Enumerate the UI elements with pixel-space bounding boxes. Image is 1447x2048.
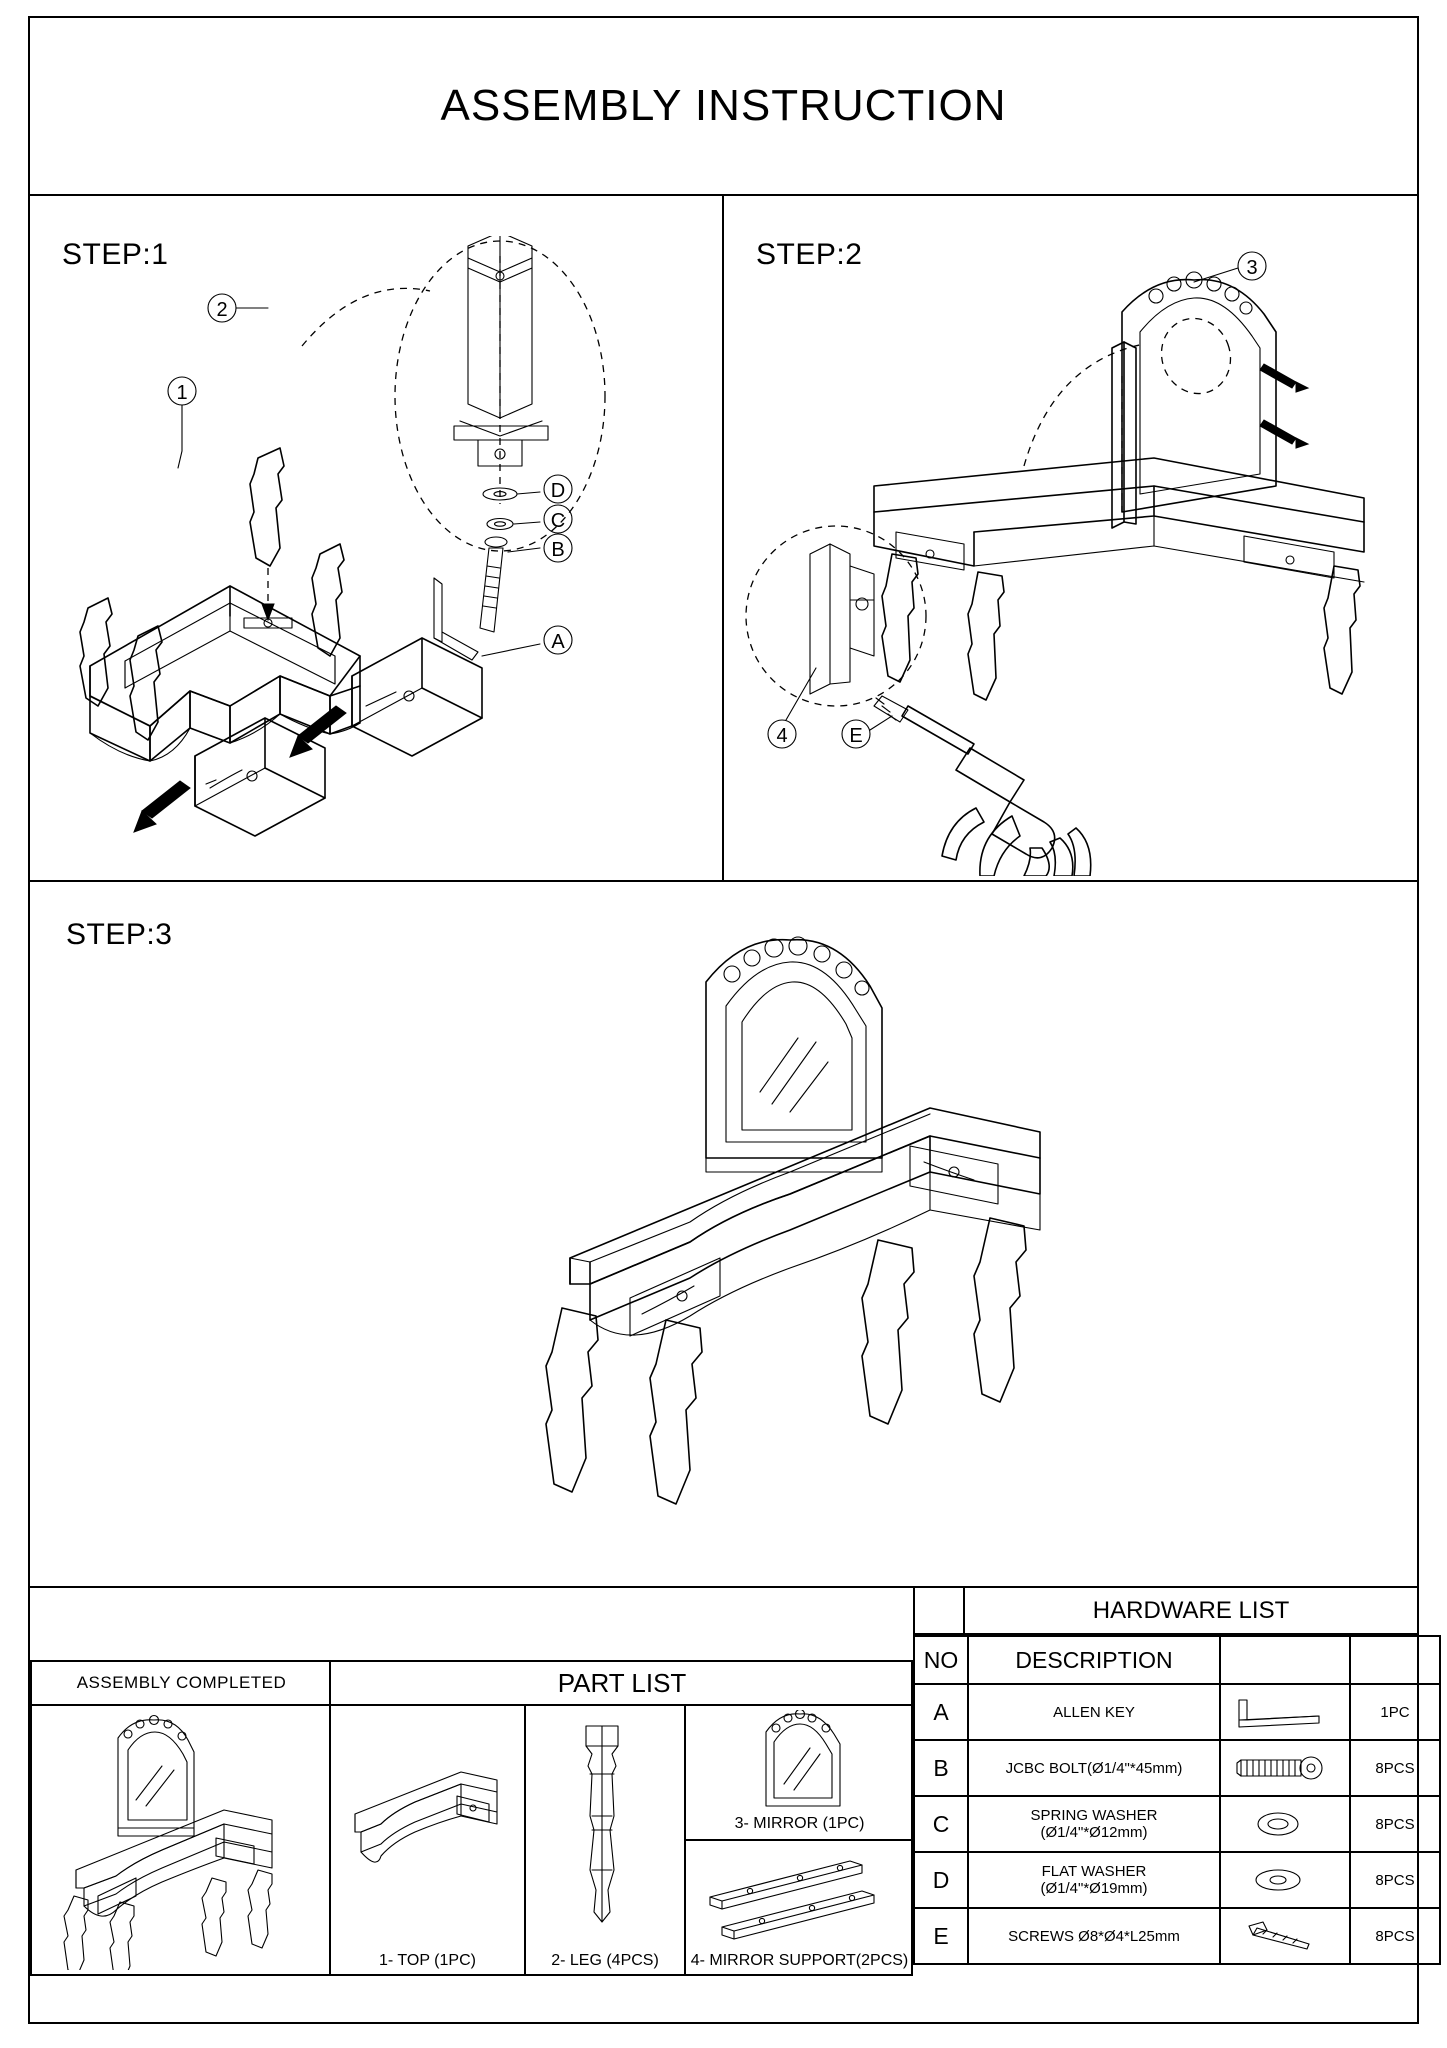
step-1-illustration — [30, 236, 724, 876]
hardware-desc-e: SCREWS Ø8*Ø4*L25mm — [968, 1908, 1220, 1964]
mirror-support-icon — [700, 1853, 900, 1945]
table-row — [914, 1908, 1440, 1964]
table-row — [914, 1740, 1440, 1796]
step-3-illustration — [30, 922, 1417, 1582]
svg-text:B: B — [551, 539, 565, 561]
part-list-item-top — [331, 1706, 526, 1976]
svg-text:4: 4 — [776, 725, 788, 747]
step-2-label: STEP:2 — [756, 238, 863, 271]
svg-text:E: E — [849, 725, 863, 747]
hardware-icon-cell-e — [1220, 1908, 1350, 1964]
part-list-title: PART LIST — [331, 1662, 913, 1706]
part-list-caption-top: 1- TOP (1PC) — [379, 1952, 476, 1969]
step-3-label: STEP:3 — [66, 918, 173, 951]
hardware-desc-d — [968, 1852, 1220, 1908]
part-list-item-leg — [526, 1706, 686, 1976]
svg-text:2: 2 — [216, 299, 228, 321]
hardware-no-b: B — [914, 1740, 968, 1796]
flat-washer-icon — [1223, 1862, 1333, 1898]
leg-icon — [566, 1720, 646, 1930]
assembly-completed-block — [30, 1660, 331, 1976]
hardware-no-a: A — [914, 1684, 968, 1740]
bottom-tables — [30, 1588, 1417, 2024]
hardware-qty-a: 1PC — [1350, 1684, 1440, 1740]
hardware-list-title: HARDWARE LIST — [1092, 1596, 1290, 1624]
allen-key-icon — [1223, 1692, 1333, 1732]
hardware-list-table — [913, 1635, 1441, 1965]
svg-text:1: 1 — [176, 382, 188, 404]
hardware-icon-cell-a — [1220, 1684, 1350, 1740]
hardware-qty-d: 8PCS — [1350, 1852, 1440, 1908]
mirror-icon — [740, 1710, 860, 1814]
hardware-no-d: D — [914, 1852, 968, 1908]
table-row — [914, 1852, 1440, 1908]
footer-strip — [30, 1976, 1417, 2022]
page-title: ASSEMBLY INSTRUCTION — [440, 81, 1007, 130]
step-3-panel — [30, 882, 1417, 1588]
hardware-qty-e: 8PCS — [1350, 1908, 1440, 1964]
table-row — [914, 1684, 1440, 1740]
hardware-qty-c: 8PCS — [1350, 1796, 1440, 1852]
svg-text:C: C — [550, 510, 566, 532]
hardware-no-e: E — [914, 1908, 968, 1964]
hardware-desc-c — [968, 1796, 1220, 1852]
hardware-desc-c-line2: (Ø1/4"*Ø12mm) — [1040, 1824, 1148, 1841]
hardware-desc-d-line2: (Ø1/4"*Ø19mm) — [1040, 1880, 1148, 1897]
hardware-desc-a: ALLEN KEY — [968, 1684, 1220, 1740]
hardware-qty-b: 8PCS — [1350, 1740, 1440, 1796]
title-bar — [30, 18, 1417, 196]
step-2-panel — [724, 196, 1417, 882]
hardware-desc-c-line1: SPRING WASHER — [1030, 1807, 1158, 1824]
table-top-icon — [339, 1730, 519, 1910]
part-list-caption-mirror-support: 4- MIRROR SUPPORT(2PCS) — [690, 1952, 909, 1969]
step-2-illustration — [724, 236, 1417, 876]
part-list-caption-mirror: 3- MIRROR (1PC) — [734, 1815, 865, 1832]
assembly-completed-illustration — [36, 1710, 326, 1970]
step-1-label: STEP:1 — [62, 238, 169, 271]
hardware-desc-b: JCBC BOLT(Ø1/4"*45mm) — [968, 1740, 1220, 1796]
spring-washer-icon — [1223, 1806, 1333, 1842]
hardware-col-qty — [1350, 1636, 1440, 1684]
svg-text:A: A — [551, 631, 565, 653]
hardware-no-c: C — [914, 1796, 968, 1852]
table-row — [914, 1796, 1440, 1852]
hardware-col-description: DESCRIPTION — [968, 1636, 1220, 1684]
part-list-item-mirror-support — [686, 1841, 913, 1976]
hardware-col-no: NO — [914, 1636, 968, 1684]
step-1-panel — [30, 196, 724, 882]
hardware-icon-cell-b — [1220, 1740, 1350, 1796]
hardware-col-image — [1220, 1636, 1350, 1684]
screw-icon — [1223, 1918, 1333, 1954]
part-list-item-mirror — [686, 1706, 913, 1841]
part-list-block — [331, 1660, 913, 1976]
hardware-list-block — [913, 1588, 1417, 1976]
part-list-caption-leg: 2- LEG (4PCS) — [551, 1952, 659, 1969]
hardware-icon-cell-d — [1220, 1852, 1350, 1908]
assembly-completed-title: ASSEMBLY COMPLETED — [32, 1662, 331, 1706]
hardware-list-title-row — [913, 1588, 1417, 1635]
hardware-icon-cell-c — [1220, 1796, 1350, 1852]
bolt-icon — [1223, 1750, 1333, 1786]
svg-text:D: D — [550, 480, 566, 502]
hardware-header-row — [914, 1636, 1440, 1684]
svg-text:3: 3 — [1246, 257, 1258, 279]
hardware-desc-d-line1: FLAT WASHER — [1041, 1863, 1147, 1880]
